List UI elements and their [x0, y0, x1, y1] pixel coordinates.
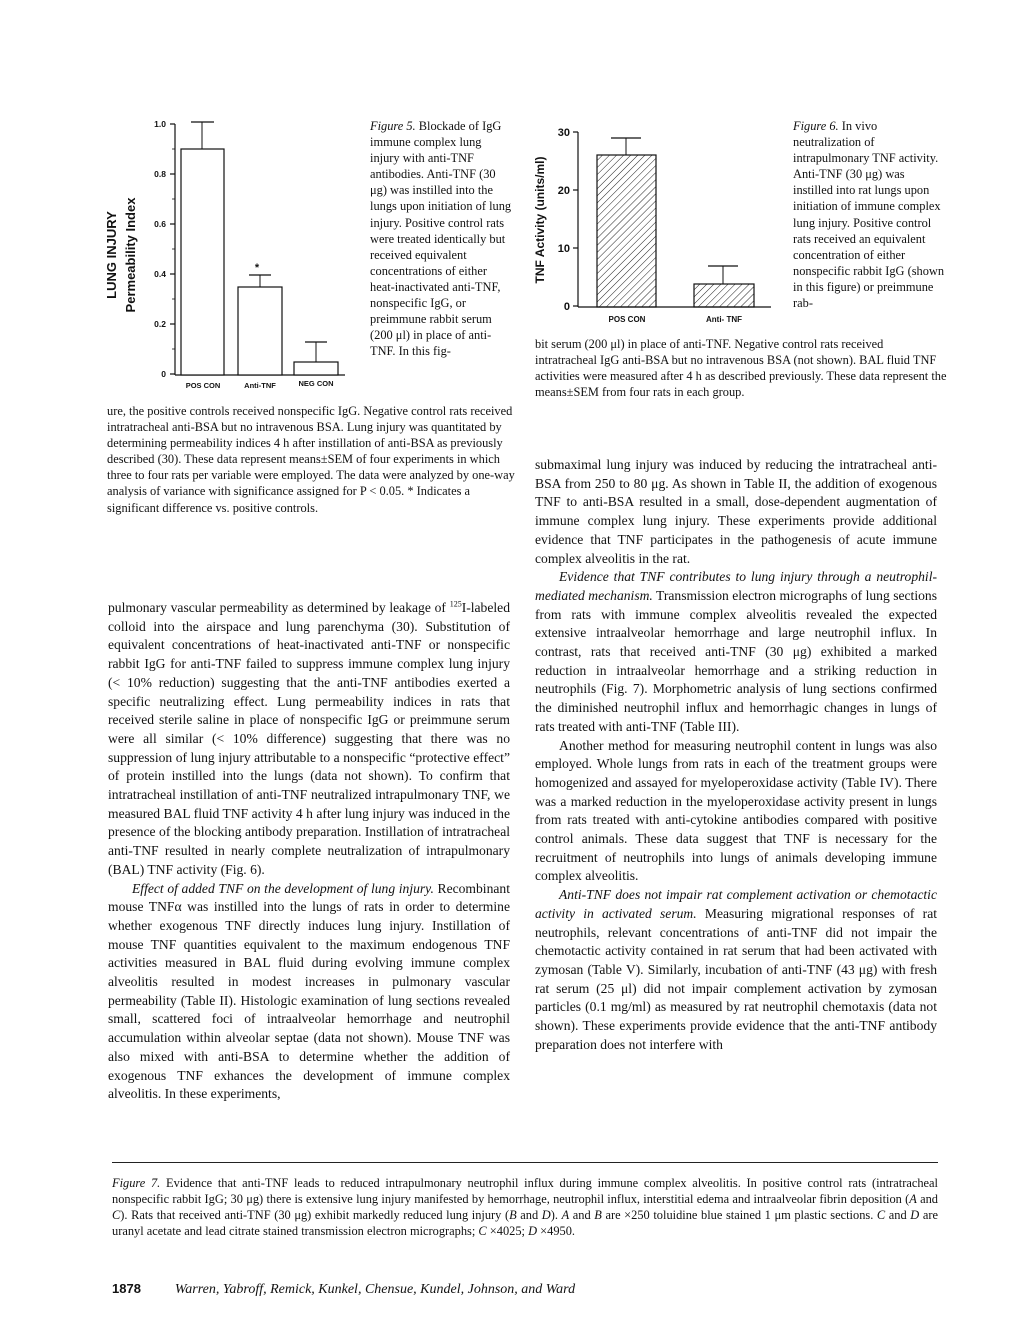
body-right-p4-text: Measuring migrational responses of rat neutrophils, relevant concentrations of anti-TNF did not impair the chemotactic activity contained in rat serum that had been activated with zymosan (Table V). Similarly, incubation of anti-TNF (43 μg) with fresh rat serum (25 μl) did not impair complement activation by zymosan particles (0.1 mg/ml) as measured by rat neutrophil chemotaxis (data not shown). These experiments provide evidence that the anti-TNF antibody preparation does not interfere with: [535, 905, 938, 1052]
body-right-paragraph-3: [535, 737, 937, 887]
svg-text:Anti- TNF: Anti- TNF: [706, 315, 742, 324]
section-heading-neutrophil-mechanism: Evidence that TNF contributes to lung injury through a neutrophil-mediated mechanism.: [535, 569, 937, 603]
page-number: 1878: [112, 1281, 141, 1296]
body-right-paragraph-4: [535, 886, 937, 1054]
section-heading-effect-of-added-tnf: Effect of added TNF on the development of lung injury.: [132, 880, 434, 896]
body-right-p2-text: Transmission electron micrographs of lung sections from rats with immune complex alveolitis revealed the expected extensive intraalveolar hemorrhage and large neutrophil influx. In contrast, rats that received anti-TNF (30 μg) exhibited a marked reduction in intraalveolar hemorrhage and a striking reduction in neutrophils (Fig. 7). Morphometric analysis of lung sections confirmed the diminished neutrophil influx and hemorrhagic changes in lungs of rats treated with anti-TNF (Table III).: [535, 587, 937, 734]
figure7-caption-part: Evidence that anti-TNF leads to reduced intrapulmonary neutrophil influx during immune complex alveolitis. In positive control rats (intratracheal nonspecific rabbit IgG; 30 μg) there is extensive lung injury manifested by hemorrhage, neutrophil influx, interstitial edema and intraalveolar fibrin deposition (: [112, 1176, 938, 1207]
figure7-caption-part: and: [916, 1192, 938, 1207]
body-left-paragraph-2: [108, 880, 510, 1104]
figure5-chart: [80, 110, 360, 400]
figure7-caption-part: and: [569, 1208, 595, 1223]
panel-ref-c: C: [876, 1208, 886, 1223]
panel-ref-b: B: [509, 1208, 517, 1223]
figure5-y-axis-label: [104, 197, 138, 313]
figure5-caption-side: [370, 118, 514, 359]
svg-text:0.2: 0.2: [154, 319, 166, 329]
panel-ref-a: A: [909, 1192, 917, 1207]
svg-text:10: 10: [557, 243, 570, 255]
panel-ref-c: C: [112, 1208, 121, 1223]
figure6-chart: [520, 110, 780, 335]
svg-text:0.6: 0.6: [154, 219, 166, 229]
figure5-label: Figure 5.: [370, 119, 416, 133]
figure6-bar-anti-tnf: [694, 266, 754, 307]
body-left-paragraph-1: [108, 599, 510, 880]
page-footer: [112, 1280, 938, 1298]
panel-ref-d: D: [910, 1208, 920, 1223]
panel-ref-b: B: [594, 1208, 602, 1223]
author-list: Warren, Yabroff, Remick, Kunkel, Chensue, Kundel, Johnson, and Ward: [174, 1282, 576, 1297]
figure5-y-tick-labels: [154, 119, 166, 379]
svg-text:POS CON: POS CON: [185, 381, 221, 390]
figure6-caption-below: [535, 336, 947, 400]
figure6-y-ticks: [573, 132, 578, 306]
figure5-caption-below: [107, 403, 515, 516]
body-right-paragraph-1: [535, 456, 937, 568]
figure7-label: Figure 7.: [112, 1176, 161, 1190]
svg-text:0.4: 0.4: [154, 269, 166, 279]
body-left-p1-start: pulmonary vascular permeability as determined by leakage of: [108, 600, 450, 615]
svg-text:0: 0: [563, 301, 570, 313]
body-right-p3-text: Another method for measuring neutrophil content in lungs was also employed. Whole lungs from rats in each of the treatment groups were homogenized and assayed for myeloperoxidase activity (Table IV). There was a marked reduction in the myeloperoxidase activity present in lungs from rats treated with anti-cytokine antibodies compared with positive control animals. These data suggest that TNF is necessary for the recruitment of neutrophils into lungs of animals developing immune complex alveolitis.: [535, 737, 937, 884]
figure7-caption-part: and: [885, 1208, 911, 1223]
figure6-bar-pos-con: [597, 138, 656, 307]
figure7-caption-part: ). Rats that received anti-TNF (30 μg) exhibit markedly reduced lung injury (: [120, 1208, 510, 1223]
figure5-bar-pos-con: [181, 122, 224, 375]
figure5-caption-below-text: ure, the positive controls received nonspecific IgG. Negative control rats received intratracheal anti-BSA but no intravenous BSA. Lung injury was quantitated by determining permeability indices 4 h after instillation of anti-BSA as previously described (30). These data represent means±SEM of four experiments in which three to four rats per variable were employed. The data were analyzed by one-way analysis of variance with significance assigned for P < 0.05. * Indicates a significant difference vs. positive controls.: [107, 404, 515, 515]
section-heading-complement-activation: Anti-TNF does not impair rat complement activation or chemotactic activity in activated serum.: [535, 887, 937, 921]
panel-ref-d: D: [528, 1224, 538, 1239]
figure7-caption-part: ).: [550, 1208, 562, 1223]
body-left-p2-text: Recombinant mouse TNFα was instilled into the lungs of rats in order to determine whether exogenous TNF directly induces lung injury. Instillation of mouse TNF quantities equivalent to the maximum endogenous TNF activities measured in BAL fluid during evolving immune complex alveolitis resulted in modest increases in pulmonary vascular permeability (Table II). Histologic examination of lung sections revealed small, scattered foci of intraalveolar hemorrhage and neutrophil accumulation within alveolar septae (data not shown). Mouse TNF was also mixed with anti-BSA to determine whether the addition of exogenous TNF exhances the development of immune complex alveolitis. In these experiments,: [108, 880, 510, 1102]
figure5-bar-neg-con: [294, 342, 338, 375]
figure6-label: Figure 6.: [793, 119, 839, 133]
svg-text:POS CON: POS CON: [608, 315, 646, 324]
body-left-p1-rest: I-labeled colloid into the airspace and lung parenchyma (30). Substitution of equivalent concentrations of heat-inactivated anti-TNF or nonspecific rabbit IgG for anti-TNF failed to suppress immune complex lung injury (< 10% reduction) suggesting that the anti-TNF antibodies exerted a specific neutralizing effect. Lung permeability indices in rats that received sterile saline in place of nonspecific IgG or preimmune serum were all similar (< 10% difference) suggesting that there was no suppression of lung injury attributable to a nonspecific “protective effect” of protein instilled into the lungs (data not shown). To confirm that intratracheal instillation of anti-TNF neutralized intrapulmonary TNF, we measured BAL fluid TNF activity 4 h after lung injury was induced in the presence of the blocking antibody preparation. Instillation of intratracheal anti-TNF resulted in nearly complete neutralization of intrapulmonary (BAL) TNF activity (Fig. 6).: [108, 600, 510, 877]
figure5-bar-chart-svg: [80, 110, 360, 400]
body-right-p1-text: submaximal lung injury was induced by reducing the intratracheal anti-BSA from 250 to 80 μg. As shown in Table II, the addition of exogenous TNF to anti-BSA resulted in a small, dose-dependent augmentation of immune complex lung injury. These experiments provide additional evidence that TNF participates in the pathogenesis of acute immune complex alveolitis in the rat.: [535, 457, 937, 566]
svg-text:LUNG INJURY: LUNG INJURY: [104, 211, 119, 299]
figure7-caption-part: ×4950.: [537, 1224, 576, 1239]
panel-ref-c: C: [478, 1224, 487, 1239]
figure7-caption: [112, 1175, 938, 1239]
figure6-caption-side-text: In vivo neutralization of intrapulmonary TNF activity. Anti-TNF (30 μg) was instilled into rat lungs upon initiation of immune complex lung injury. Positive control rats received an equivalent concentration of either nonspecific rabbit IgG (shown in this figure) or preimmune rab-: [793, 119, 945, 311]
panel-ref-a: A: [561, 1208, 570, 1223]
figure7-separator-rule: [112, 1162, 938, 1163]
figure5-x-tick-labels: [186, 379, 334, 390]
figure6-caption-side: [793, 118, 945, 311]
figure5-bar-anti-tnf: [238, 262, 282, 375]
svg-text:Permeability Index: Permeability Index: [123, 197, 138, 313]
figure7-caption-part: are uranyl acetate and lead citrate stained transmission electron micrographs;: [112, 1208, 938, 1239]
svg-text:NEG CON: NEG CON: [298, 379, 334, 388]
figure5-caption-side-text: Blockade of IgG immune complex lung injury with anti-TNF antibodies. Anti-TNF (30 μg) was instilled into the lungs upon initiation of lung injury. Positive control rats were treated identically but received equivalent concentrations of either heat-inactivated anti-TNF, nonspecific IgG, or preimmune rabbit serum (200 μl) in place of anti-TNF. In this fig-: [370, 119, 512, 359]
svg-text:1.0: 1.0: [154, 119, 166, 129]
svg-text:30: 30: [557, 127, 570, 139]
figure6-y-axis-label: TNF Activity (units/ml): [533, 156, 547, 284]
body-right-paragraph-2: [535, 568, 937, 736]
body-column-left: [108, 599, 510, 1104]
figure7-caption-part: are ×250 toluidine blue stained 1 μm plastic sections.: [601, 1208, 877, 1223]
panel-ref-d: D: [541, 1208, 551, 1223]
svg-text:0.8: 0.8: [154, 169, 166, 179]
svg-text:Anti-TNF: Anti-TNF: [244, 381, 276, 390]
significance-asterisk: *: [254, 262, 260, 274]
figure6-y-tick-labels: [558, 127, 570, 313]
figure6-caption-below-text: bit serum (200 μl) in place of anti-TNF. Negative control rats received intratracheal IgG anti-BSA but no intravenous BSA (not shown). BAL fluid TNF activities were measured after 4 h as described previously. These data represent the means±SEM from four rats in each group.: [535, 337, 947, 400]
figure6-x-tick-labels: [609, 315, 743, 324]
figure7-caption-part: ×4025;: [486, 1224, 529, 1239]
svg-text:0: 0: [161, 369, 166, 379]
body-column-right: [535, 456, 937, 1055]
figure6-bar-chart-svg: [520, 110, 780, 335]
figure7-caption-part: and: [516, 1208, 542, 1223]
isotope-superscript: 125: [449, 599, 462, 609]
svg-text:20: 20: [557, 185, 570, 197]
